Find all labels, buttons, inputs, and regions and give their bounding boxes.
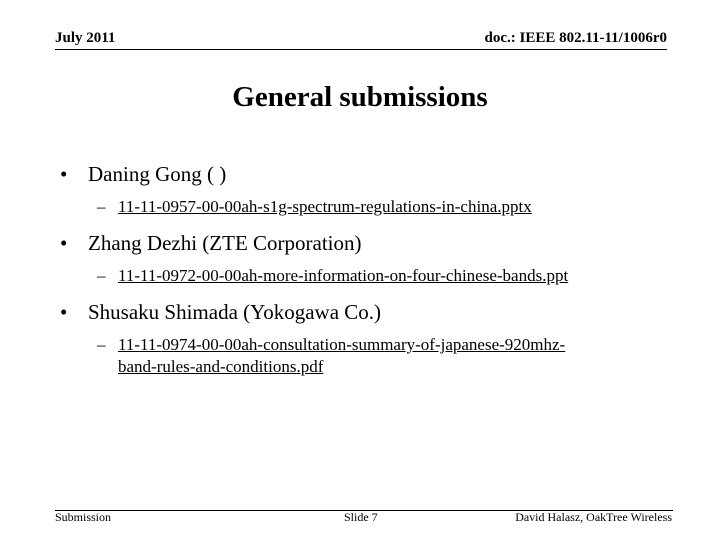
header-date: July 2011 (55, 30, 116, 46)
submission-list (56, 159, 676, 378)
file-link[interactable]: 11-11-0972-00-00ah-more-information-on-four-chinese-bands.ppt (118, 266, 569, 285)
submission-author-3 (56, 297, 676, 327)
submission-file-3 (56, 334, 676, 378)
bullet-icon: • (60, 300, 68, 324)
bullet-icon: • (60, 162, 68, 186)
bullet-icon: • (60, 231, 68, 255)
file-link[interactable]: 11-11-0957-00-00ah-s1g-spectrum-regulations-in-china.pptx (118, 197, 532, 216)
dash-icon: – (97, 197, 106, 216)
header-divider (55, 49, 667, 50)
submission-author-1 (56, 159, 676, 189)
dash-icon: – (97, 335, 106, 354)
author-name: Daning Gong ( ) (88, 162, 227, 186)
slide-title: General submissions (232, 81, 488, 113)
file-link-continued[interactable]: band-rules-and-conditions.pdf (118, 357, 324, 376)
footer-author: David Halasz, OakTree Wireless (515, 510, 672, 524)
submission-author-2 (56, 228, 676, 258)
submission-file-2 (56, 265, 676, 287)
submission-file-1 (56, 196, 676, 218)
author-name: Zhang Dezhi (ZTE Corporation) (88, 231, 362, 255)
header-doc-id: doc.: IEEE 802.11-11/1006r0 (484, 30, 667, 46)
footer-submission: Submission (55, 510, 112, 524)
footer-slide-number: Slide 7 (344, 510, 378, 524)
dash-icon: – (97, 266, 106, 285)
file-link[interactable]: 11-11-0974-00-00ah-consultation-summary-of-japanese-920mhz- (118, 335, 566, 354)
author-name: Shusaku Shimada (Yokogawa Co.) (88, 300, 382, 324)
